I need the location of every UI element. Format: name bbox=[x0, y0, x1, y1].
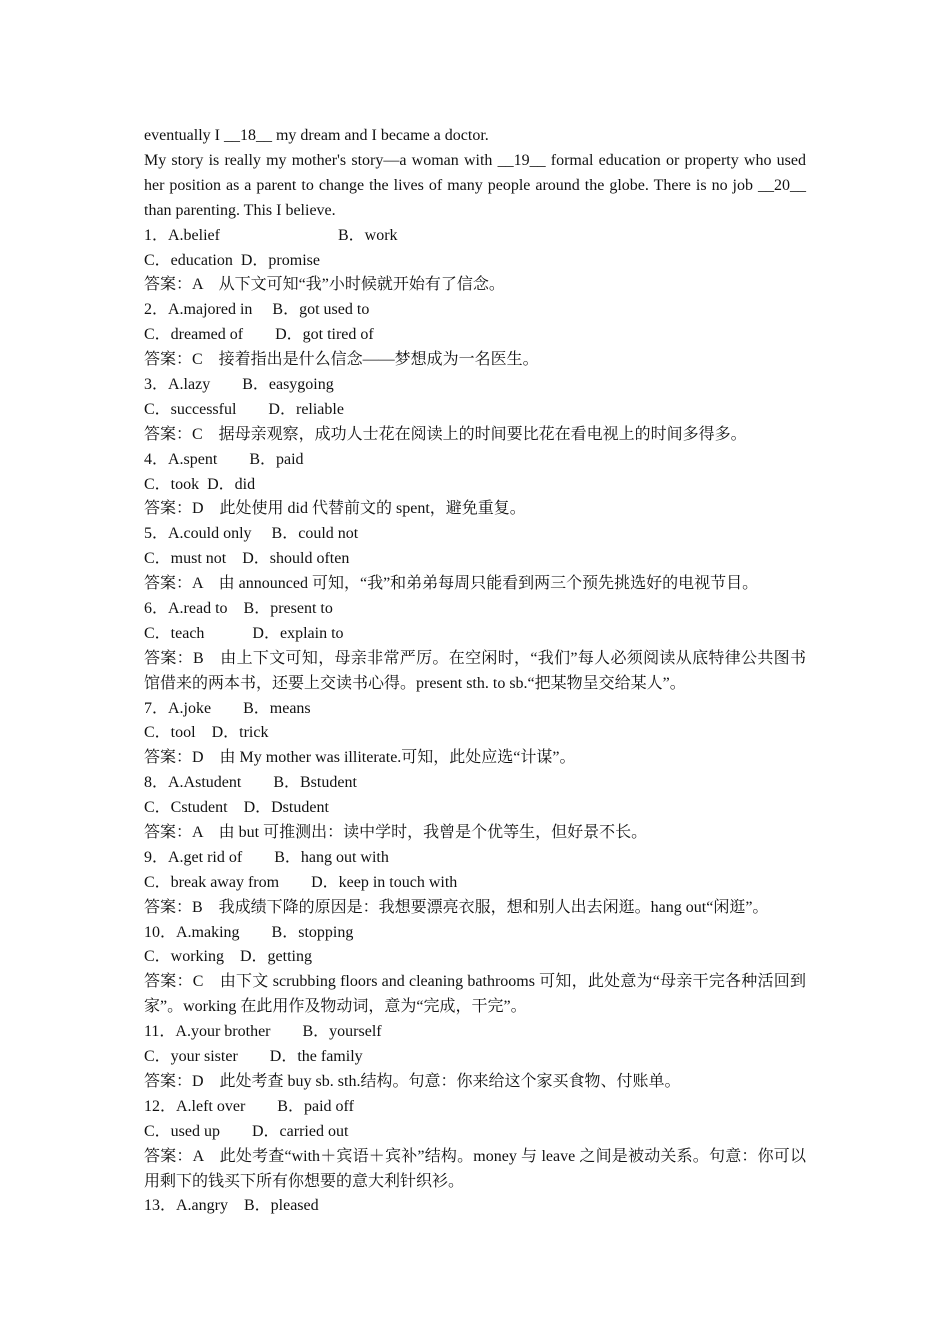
question-7-options-row2: C．tool D．trick bbox=[144, 724, 269, 742]
question-11-options-row1: 11．A.your brother B．yourself bbox=[144, 1023, 382, 1041]
question-5-options-row2: C．must not D．should often bbox=[144, 550, 350, 568]
question-12-answer: 答案：A 此处考查“with＋宾语＋宾补”结构。money 与 leave 之间是被动关系。句意：你可以用剩下的钱买下所有你想要的意大利针织衫。 bbox=[144, 1147, 806, 1190]
question-7-answer: 答案：D 由 My mother was illiterate.可知，此处应选“计谋”。 bbox=[144, 749, 576, 767]
question-11-answer: 答案：D 此处考查 buy sb. sth.结构。句意：你来给这个家买食物、付账单。 bbox=[144, 1072, 681, 1090]
question-4-answer: 答案：D 此处使用 did 代替前文的 spent，避免重复。 bbox=[144, 500, 526, 518]
question-12-options-row2: C．used up D．carried out bbox=[144, 1122, 349, 1140]
question-8-options-row2: C．Cstudent D．Dstudent bbox=[144, 799, 329, 817]
question-12-options-row1: 12．A.left over B．paid off bbox=[144, 1097, 354, 1115]
question-2-answer: 答案：C 接着指出是什么信念——梦想成为一名医生。 bbox=[144, 351, 539, 369]
passage-line: eventually I __18__ my dream and I became a doctor. bbox=[144, 127, 489, 144]
question-1-answer: 答案：A 从下文可知“我”小时候就开始有了信念。 bbox=[144, 276, 505, 294]
question-9-answer: 答案：B 我成绩下降的原因是：我想要漂亮衣服，想和别人出去闲逛。hang out“闲逛”。 bbox=[144, 898, 769, 916]
question-10-answer: 答案：C 由下文 scrubbing floors and cleaning bathrooms 可知，此处意为“母亲干完各种活回到家”。working 在此用作及物动词，意为“完成，干完”。 bbox=[144, 973, 806, 1016]
question-6-answer: 答案：B 由上下文可知，母亲非常严厉。在空闲时，“我们”每人必须阅读从底特律公共图书馆借来的两本书，还要上交读书心得。present sth. to sb.“把某物呈交给某人”。 bbox=[144, 649, 806, 692]
question-3-options-row1: 3．A.lazy B．easygoing bbox=[144, 375, 334, 393]
question-7-options-row1: 7．A.joke B．means bbox=[144, 699, 311, 717]
question-6-options-row2: C．teach D．explain to bbox=[144, 624, 344, 642]
question-4-options-row2: C．took D．did bbox=[144, 475, 256, 493]
question-6-options-row1: 6．A.read to B．present to bbox=[144, 599, 333, 617]
question-10-options-row2: C．working D．getting bbox=[144, 948, 312, 966]
question-2-options-row2: C．dreamed of D．got tired of bbox=[144, 326, 374, 344]
question-13-options-row1: 13．A.angry B．pleased bbox=[144, 1197, 319, 1215]
question-2-options-row1: 2．A.majored in B．got used to bbox=[144, 301, 370, 319]
passage-paragraph: My story is really my mother's story—a woman with __19__ formal education or property who used her position as a parent to change the lives of many people around the globe. There is no job __20__ than parenting. This I believe. bbox=[144, 151, 806, 219]
question-3-options-row2: C．successful D．reliable bbox=[144, 400, 344, 418]
question-8-answer: 答案：A 由 but 可推测出：读中学时，我曾是个优等生，但好景不长。 bbox=[144, 824, 648, 842]
question-9-options-row1: 9．A.get rid of B．hang out with bbox=[144, 848, 389, 866]
question-1-option-b: B．work bbox=[337, 226, 398, 244]
question-10-options-row1: 10．A.making B．stopping bbox=[144, 923, 354, 941]
question-5-answer: 答案：A 由 announced 可知，“我”和弟弟每周只能看到两三个预先挑选好的电视节目。 bbox=[144, 575, 759, 593]
question-8-options-row1: 8．A.Astudent B．Bstudent bbox=[144, 774, 357, 792]
question-9-options-row2: C．break away from D．keep in touch with bbox=[144, 873, 458, 891]
question-1-options-row2: C．education D．promise bbox=[144, 251, 320, 269]
question-11-options-row2: C．your sister D．the family bbox=[144, 1048, 363, 1066]
question-1-option-a: 1．A.belief bbox=[144, 226, 220, 244]
question-1-options-row1 bbox=[144, 224, 806, 249]
question-3-answer: 答案：C 据母亲观察，成功人士花在阅读上的时间要比花在看电视上的时间多得多。 bbox=[144, 425, 747, 443]
question-5-options-row1: 5．A.could only B．could not bbox=[144, 525, 359, 543]
document-page bbox=[144, 124, 806, 1219]
question-4-options-row1: 4．A.spent B．paid bbox=[144, 450, 304, 468]
